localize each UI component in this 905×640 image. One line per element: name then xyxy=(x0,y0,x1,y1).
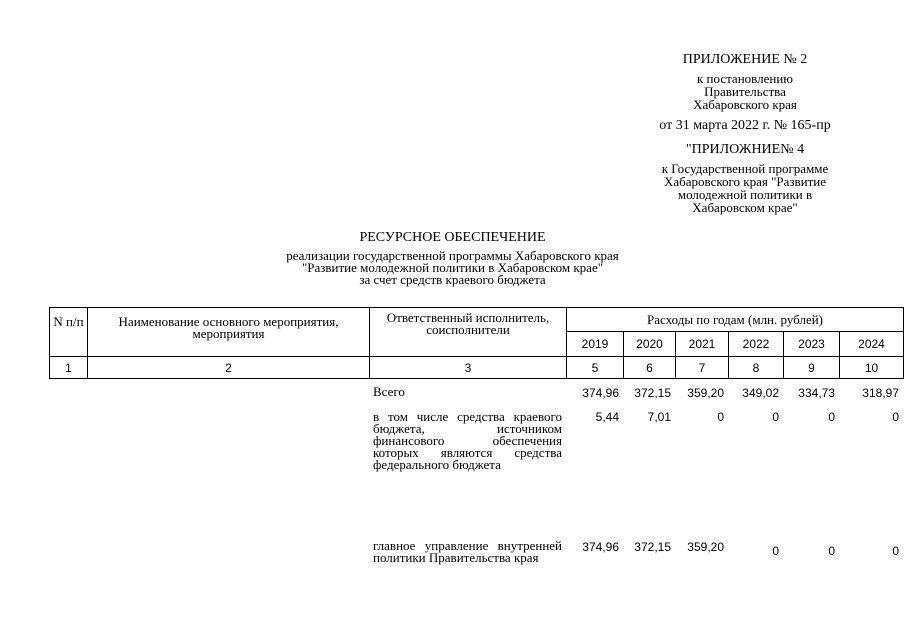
appendix-number: ПРИЛОЖЕНИЕ № 2 xyxy=(682,52,808,67)
row-value: 372,15 xyxy=(634,540,671,554)
header-year: 2019 xyxy=(567,332,624,357)
row-value: 0 xyxy=(892,544,899,558)
row-value: 0 xyxy=(772,410,779,424)
program-reference xyxy=(640,162,850,214)
column-number: 7 xyxy=(676,357,729,379)
row-label: Всего xyxy=(373,384,405,399)
table-row xyxy=(49,408,903,540)
row-value: 0 xyxy=(892,410,899,424)
document-title: РЕСУРСНОЕ ОБЕСПЕЧЕНИЕ xyxy=(359,230,546,245)
program-line: Хабаровского края "Развитие xyxy=(663,174,827,189)
header-year: 2020 xyxy=(624,332,676,357)
row-value: 5,44 xyxy=(595,410,619,424)
table-row xyxy=(49,540,903,600)
row-value: 374,96 xyxy=(582,540,619,554)
resolution-line: Хабаровского края xyxy=(693,97,797,112)
subtitle-line: за счет средств краевого бюджета xyxy=(359,272,546,287)
column-number: 8 xyxy=(729,357,784,379)
row-value: 0 xyxy=(717,410,724,424)
table-row xyxy=(49,382,903,408)
resolution-date: от 31 марта 2022 г. № 165-пр xyxy=(659,118,831,133)
resource-table-body xyxy=(49,382,903,600)
row-value: 318,97 xyxy=(862,386,899,400)
row-label: в том числе средства краевого бюджета, источником финансового обеспечения которых являются средства федерального бюджета xyxy=(373,409,562,472)
header-year: 2023 xyxy=(784,332,840,357)
subtitle-line: "Развитие молодежной политики в Хабаровском крае" xyxy=(301,260,604,275)
resolution-line: Правительства xyxy=(704,84,786,99)
header-expenses: Расходы по годам (млн. рублей) xyxy=(567,308,904,332)
row-label: главное управление внутренней политики Правительства края xyxy=(373,538,562,565)
header-year: 2024 xyxy=(840,332,904,357)
program-line: Хабаровском крае" xyxy=(692,200,798,215)
header-year: 2022 xyxy=(729,332,784,357)
subtitle-line: реализации государственной программы Хабаровского края xyxy=(286,248,619,263)
row-value: 372,15 xyxy=(634,386,671,400)
row-value: 0 xyxy=(828,410,835,424)
appendix4-number: "ПРИЛОЖНИЕ№ 4 xyxy=(685,142,805,157)
row-value: 374,96 xyxy=(582,386,619,400)
document-subtitle xyxy=(230,250,675,286)
header-executor: Ответственный исполнитель, соисполнители xyxy=(370,308,567,357)
resolution-reference xyxy=(650,72,840,111)
program-line: к Государственной программе xyxy=(661,161,829,176)
row-value: 349,02 xyxy=(742,386,779,400)
column-number: 1 xyxy=(50,357,88,379)
column-number: 9 xyxy=(784,357,840,379)
header-year: 2021 xyxy=(676,332,729,357)
column-number: 3 xyxy=(370,357,567,379)
row-value: 359,20 xyxy=(687,540,724,554)
resolution-line: к постановлению xyxy=(696,71,794,86)
header-num: N п/п xyxy=(50,308,88,357)
row-value: 334,73 xyxy=(798,386,835,400)
resource-table-header xyxy=(49,307,904,379)
column-number: 2 xyxy=(88,357,370,379)
header-name: Наименование основного мероприятия, мероприятия xyxy=(88,308,370,357)
program-line: молодежной политики в xyxy=(677,187,813,202)
column-number: 6 xyxy=(624,357,676,379)
row-value: 7,01 xyxy=(647,410,671,424)
column-number: 10 xyxy=(840,357,904,379)
row-value: 359,20 xyxy=(687,386,724,400)
row-value: 0 xyxy=(828,544,835,558)
row-value: 0 xyxy=(772,544,779,558)
column-number: 5 xyxy=(567,357,624,379)
